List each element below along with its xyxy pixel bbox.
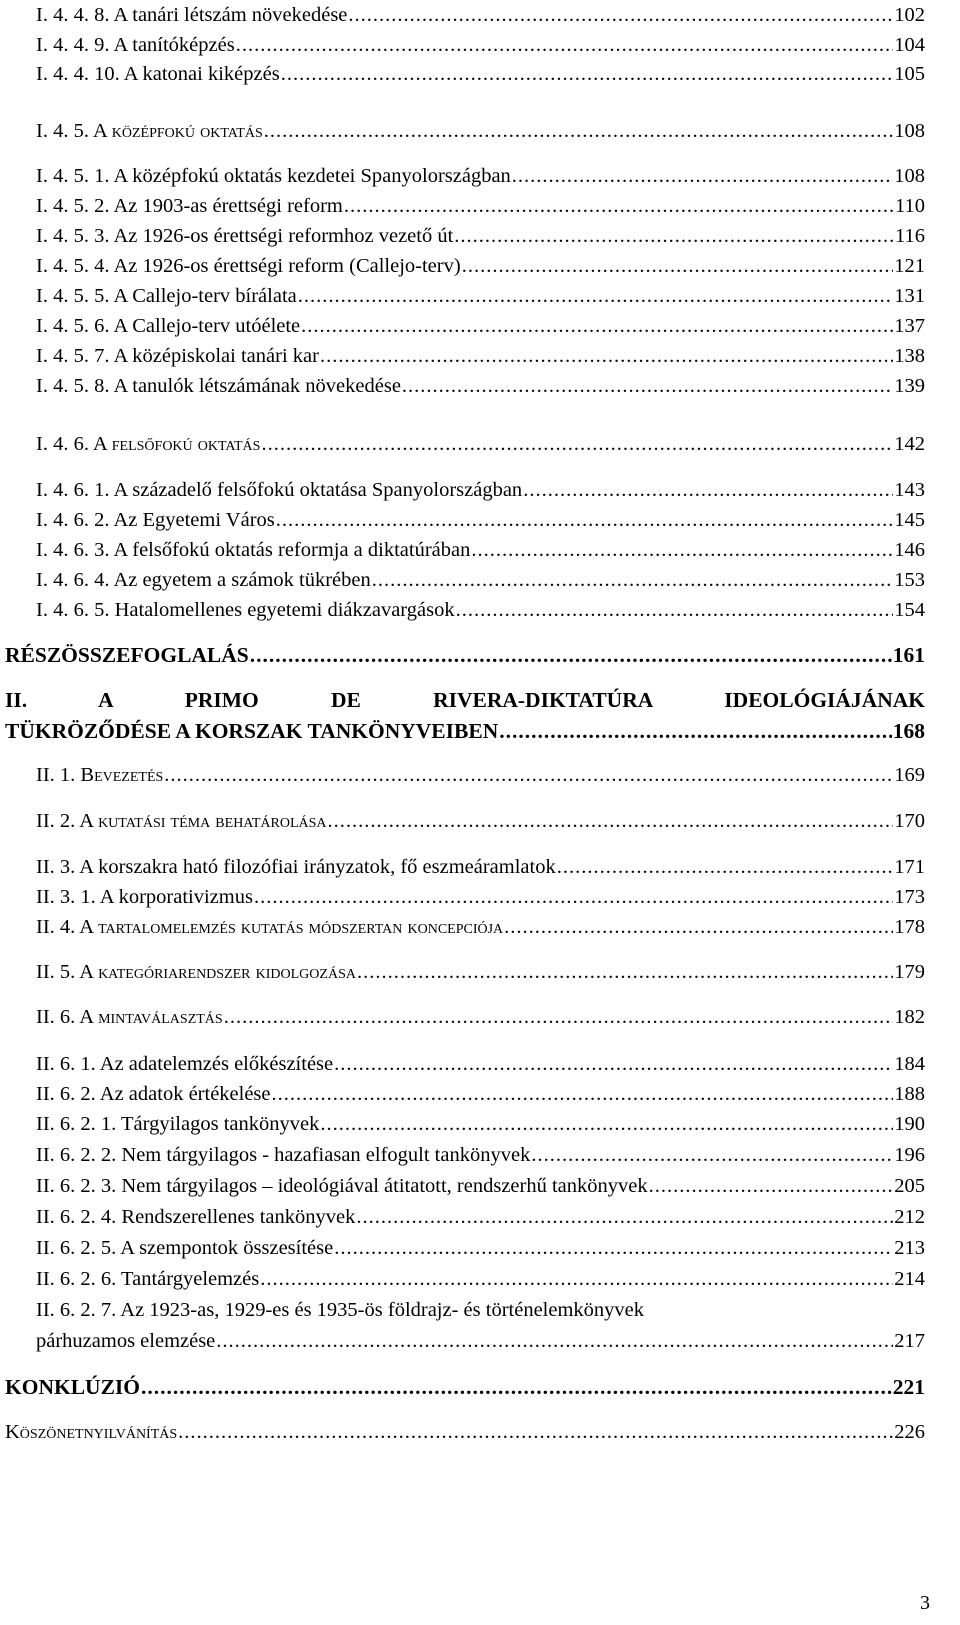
toc-entry-title: II. 6. 1. Az adatelemzés előkészítése [36, 1053, 334, 1075]
toc-entry-line-1[interactable] [5, 685, 925, 715]
toc-entry-title: I. 4. 6. 1. A századelő felsőfokú oktatása Spanyolországban [36, 479, 523, 501]
toc-entry-page: 146 [894, 539, 925, 561]
toc-entry[interactable] [36, 565, 925, 595]
toc-entry[interactable] [36, 341, 925, 371]
toc-entry-page: 184 [894, 1053, 925, 1075]
dot-leader [141, 1372, 892, 1402]
toc-entry-title: I. 4. 6. A felsőfokú oktatás [36, 433, 261, 455]
toc-entry-page: 169 [894, 764, 925, 786]
dot-leader [402, 371, 893, 401]
toc-entry[interactable] [36, 251, 925, 281]
toc-entry[interactable] [36, 1109, 925, 1139]
toc-entry[interactable] [36, 311, 925, 341]
toc-entry-page: 168 [892, 719, 925, 743]
toc-entry[interactable] [36, 1049, 925, 1079]
toc-entry-page: 104 [894, 34, 925, 56]
toc-entry[interactable] [36, 191, 925, 221]
toc-entry-line-1[interactable] [36, 1295, 644, 1325]
toc-entry-page: 108 [894, 120, 925, 142]
toc-entry-page: 173 [894, 886, 925, 908]
toc-entry-page: 121 [894, 255, 925, 277]
toc-entry[interactable] [36, 1233, 925, 1263]
dot-leader [261, 429, 893, 459]
toc-entry-title: II. 5. A kategóriarendszer kidolgozása [36, 961, 356, 983]
toc-entry-page: 196 [894, 1144, 925, 1166]
toc-entry[interactable] [36, 1326, 925, 1356]
toc-entry-title: II. 1. Bevezetés [36, 764, 164, 786]
toc-entry-title: II. 6. 2. 2. Nem tárgyilagos - hazafiasan elfogult tankönyvek [36, 1144, 531, 1166]
toc-entry-page: 139 [894, 375, 925, 397]
dot-leader [456, 595, 894, 625]
dot-leader [264, 116, 893, 146]
toc-entry-title: I. 4. 5. 6. A Callejo-terv utóélete [36, 315, 301, 337]
toc-entry-page: 217 [894, 1330, 925, 1352]
toc-entry-title: I. 4. 6. 3. A felsőfokú oktatás reformja a diktatúrában [36, 539, 471, 561]
toc-entry-title: II. 6. 2. 6. Tantárgyelemzés [36, 1268, 260, 1290]
dot-leader [276, 505, 894, 535]
toc-entry-page: 102 [894, 4, 925, 26]
toc-entry-page: 182 [894, 1006, 925, 1028]
toc-entry[interactable] [36, 161, 925, 191]
toc-entry-page: 212 [894, 1206, 925, 1228]
toc-entry-page: 161 [892, 643, 925, 667]
toc-entry[interactable] [36, 1264, 925, 1294]
toc-entry-title: I. 4. 5. 8. A tanulók létszámának növekedése [36, 375, 401, 397]
toc-entry-title: II. 2. A kutatási téma behatárolása [36, 810, 327, 832]
toc-entry-title: II. 6. 2. 5. A szempontok összesítése [36, 1237, 334, 1259]
toc-entry-title: I. 4. 5. 3. Az 1926-os érettségi reformhoz vezető út [36, 225, 454, 247]
toc-entry[interactable] [36, 595, 925, 625]
dot-leader [281, 59, 894, 89]
toc-entry-page: 143 [894, 479, 925, 501]
toc-entry-page: 142 [894, 433, 925, 455]
toc-entry-title: RÉSZÖSSZEFOGLALÁS [5, 643, 249, 667]
toc-entry-title: TÜKRÖZŐDÉSE A KORSZAK TANKÖNYVEIBEN [5, 719, 499, 743]
dot-leader [372, 565, 894, 595]
toc-entry-title: II. 6. 2. 3. Nem tárgyilagos – ideológiával átitatott, rendszerhű tankönyvek [36, 1175, 648, 1197]
toc-entry-title: Köszönetnyilvánítás [5, 1421, 178, 1443]
toc-entry-page: 188 [894, 1083, 925, 1105]
toc-entry[interactable] [5, 1372, 925, 1402]
toc-entry[interactable] [36, 281, 925, 311]
toc-entry[interactable] [36, 221, 925, 251]
toc-entry-title: I. 4. 5. A középfokú oktatás [36, 120, 263, 142]
dot-leader [499, 716, 892, 746]
toc-entry[interactable] [36, 0, 925, 30]
toc-entry-title: I. 4. 5. 2. Az 1903-as érettségi reform [36, 195, 343, 217]
dot-leader [462, 251, 894, 281]
page-number: 3 [920, 1592, 930, 1614]
toc-entry-title: KONKLÚZIÓ [5, 1375, 140, 1399]
toc-entry[interactable] [36, 852, 925, 882]
toc-entry[interactable] [36, 957, 925, 987]
toc-entry[interactable] [36, 429, 925, 459]
dot-leader [298, 281, 894, 311]
toc-entry-title: II. 6. 2. Az adatok értékelése [36, 1083, 271, 1105]
dot-leader [523, 475, 893, 505]
toc-entry-page: 131 [894, 285, 925, 307]
toc-entry-title: I. 4. 4. 8. A tanári létszám növekedése [36, 4, 348, 26]
toc-entry-page: 110 [895, 195, 925, 217]
toc-entry-page: 178 [894, 916, 925, 938]
toc-entry-page: 137 [894, 315, 925, 337]
toc-entry-page: 153 [894, 569, 925, 591]
toc-entry-page: 179 [894, 961, 925, 983]
toc-entry[interactable] [36, 1079, 925, 1109]
dot-leader [250, 640, 892, 670]
toc-entry-page: 214 [894, 1268, 925, 1290]
toc-entry-title: II. 6. 2. 7. Az 1923-as, 1929-es és 1935-ös földrajz- és történelemkönyvek [36, 1299, 645, 1321]
toc-entry[interactable] [36, 116, 925, 146]
dot-leader [334, 1049, 893, 1079]
toc-entry-page: 190 [894, 1113, 925, 1135]
dot-leader [328, 806, 894, 836]
toc-entry-page: 105 [894, 63, 925, 85]
dot-leader [178, 1417, 893, 1447]
toc-entry-title: II. 6. A mintaválasztás [36, 1006, 223, 1028]
toc-entry-title: I. 4. 4. 9. A tanítóképzés [36, 34, 235, 56]
toc-entry-page: 170 [894, 810, 925, 832]
dot-leader [512, 161, 893, 191]
toc-entry[interactable] [36, 1140, 925, 1170]
toc-entry-title: I. 4. 5. 4. Az 1926-os érettségi reform (Callejo-terv) [36, 255, 461, 277]
toc-entry-title: I. 4. 6. 2. Az Egyetemi Város [36, 509, 275, 531]
dot-leader [471, 535, 893, 565]
toc-entry-page: 138 [894, 345, 925, 367]
dot-leader [334, 1233, 893, 1263]
toc-entry-page: 171 [894, 856, 925, 878]
toc-entry[interactable] [36, 760, 925, 790]
dot-leader [531, 1140, 893, 1170]
toc-entry-title: I. 4. 5. 1. A középfokú oktatás kezdetei Spanyolországban [36, 165, 511, 187]
toc-entry[interactable] [36, 1002, 925, 1032]
dot-leader [216, 1326, 893, 1356]
toc-entry-title: I. 4. 6. 5. Hatalomellenes egyetemi diákzavargások [36, 599, 455, 621]
toc-entry[interactable] [36, 1171, 925, 1201]
toc-entry-title: II. A PRIMO DE RIVERA-DIKTATÚRA IDEOLÓGIÁJÁNAK [5, 688, 925, 712]
dot-leader [454, 221, 894, 251]
toc-entry[interactable] [5, 640, 925, 670]
toc-entry[interactable] [5, 1417, 925, 1447]
toc-entry[interactable] [36, 59, 925, 89]
dot-leader [649, 1171, 894, 1201]
toc-entry-page: 154 [894, 599, 925, 621]
dot-leader [236, 30, 894, 60]
toc-entry-title: II. 6. 2. 1. Tárgyilagos tankönyvek [36, 1113, 320, 1135]
toc-entry-page: 205 [894, 1175, 925, 1197]
toc-entry-page: 108 [894, 165, 925, 187]
dot-leader [320, 1109, 893, 1139]
toc-entry[interactable] [36, 30, 925, 60]
toc-entry[interactable] [36, 912, 925, 942]
toc-entry-title: I. 4. 5. 7. A középiskolai tanári kar [36, 345, 319, 367]
dot-leader [348, 0, 893, 30]
toc-entry-page: 145 [894, 509, 925, 531]
dot-leader [301, 311, 893, 341]
toc-entry-title: II. 4. A tartalomelemzés kutatás módszertan koncepciója [36, 916, 504, 938]
dot-leader [272, 1079, 894, 1109]
toc-entry[interactable] [36, 505, 925, 535]
toc-entry[interactable] [5, 716, 925, 746]
dot-leader [260, 1264, 893, 1294]
dot-leader [164, 760, 893, 790]
toc-entry-title: párhuzamos elemzése [36, 1330, 216, 1352]
toc-entry[interactable] [36, 371, 925, 401]
toc-entry[interactable] [36, 1202, 925, 1232]
toc-entry-title: II. 6. 2. 4. Rendszerellenes tankönyvek [36, 1206, 356, 1228]
dot-leader [320, 341, 893, 371]
toc-entry-page: 116 [895, 225, 925, 247]
dot-leader [357, 957, 893, 987]
toc-entry-title: I. 4. 4. 10. A katonai kiképzés [36, 63, 280, 85]
toc-entry-title: II. 3. A korszakra ható filozófiai irányzatok, fő eszmeáramlatok [36, 856, 556, 878]
toc-entry-title: II. 3. 1. A korporativizmus [36, 886, 253, 908]
toc-entry[interactable] [36, 475, 925, 505]
toc-entry[interactable] [36, 806, 925, 836]
dot-leader [254, 882, 893, 912]
toc-entry-title: I. 4. 5. 5. A Callejo-terv bírálata [36, 285, 297, 307]
dot-leader [224, 1002, 894, 1032]
toc-entry-title: I. 4. 6. 4. Az egyetem a számok tükrében [36, 569, 371, 591]
toc-entry-page: 226 [894, 1421, 925, 1443]
toc-entry[interactable] [36, 882, 925, 912]
dot-leader [557, 852, 894, 882]
dot-leader [344, 191, 894, 221]
dot-leader [504, 912, 893, 942]
toc-entry-page: 221 [892, 1375, 925, 1399]
toc-entry[interactable] [36, 535, 925, 565]
toc-entry-page: 213 [894, 1237, 925, 1259]
dot-leader [356, 1202, 893, 1232]
